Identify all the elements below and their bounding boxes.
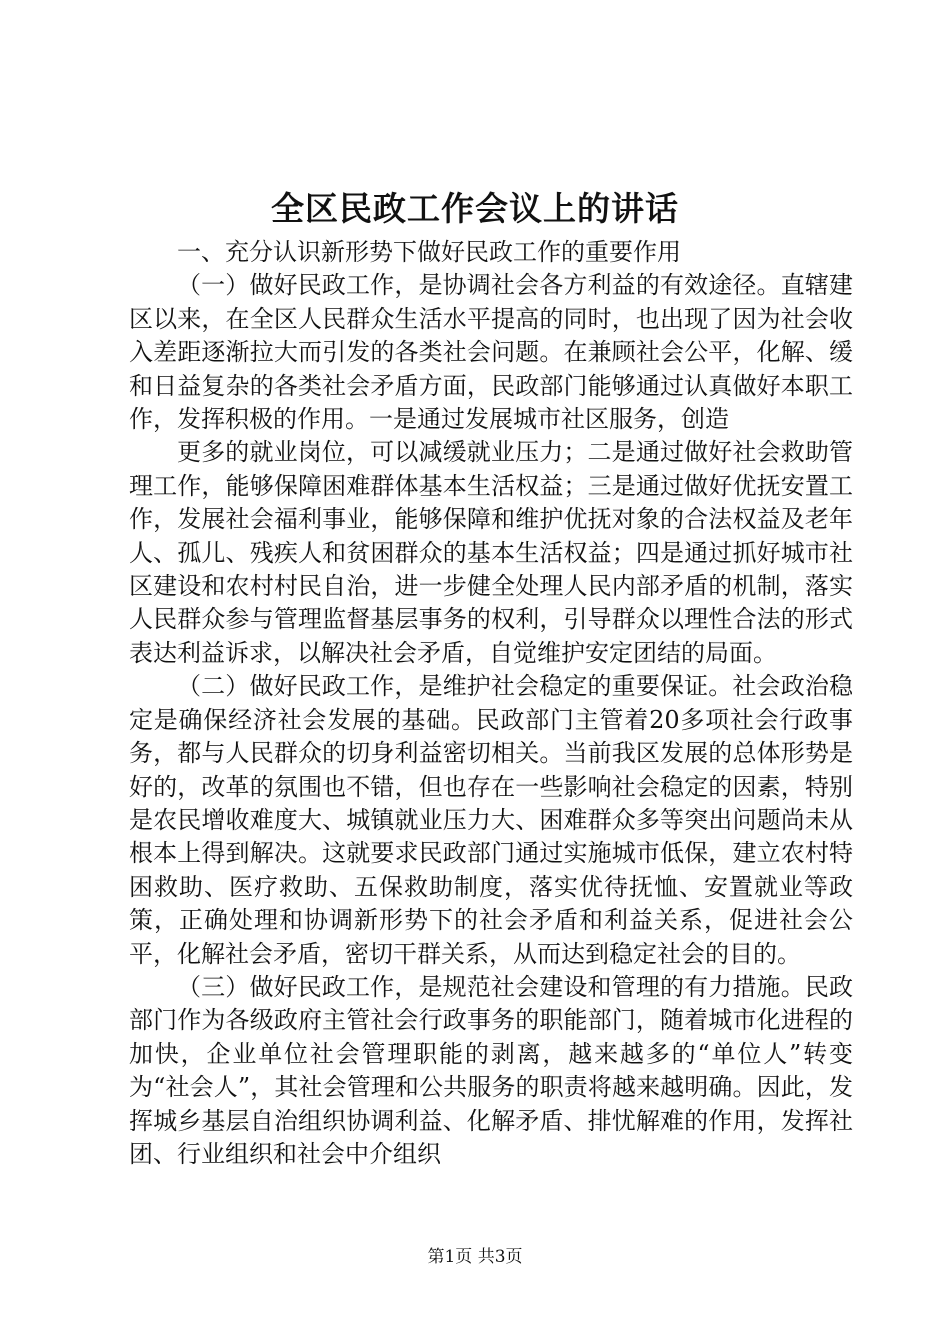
page-number-footer: 第1页 共3页 xyxy=(427,1247,523,1267)
document-body xyxy=(129,236,853,1171)
paragraph-3: （二）做好民政工作，是维护社会稳定的重要保证。社会政治稳定是确保经济社会发展的基础。民政部门主管着20多项社会行政事务，都与人民群众的切身利益密切相关。当前我区发展的总体形势是好的，改革的氛围也不错，但也存在一些影响社会稳定的因素，特别是农民增收难度大、城镇就业压力大、困难群众多等突出问题尚未从根本上得到解决。这就要求民政部门通过实施城市低保，建立农村特困救助、医疗救助、五保救助制度，落实优待抚恤、安置就业等政策，正确处理和协调新形势下的社会矛盾和利益关系，促进社会公平，化解社会矛盾，密切干群关系，从而达到稳定社会的目的。 xyxy=(129,672,853,968)
paragraph-4: （三）做好民政工作，是规范社会建设和管理的有力措施。民政部门作为各级政府主管社会行政事务的职能部门，随着城市化进程的加快，企业单位社会管理职能的剥离，越来越多的“单位人”转变为“社会人”，其社会管理和公共服务的职责将越来越明确。因此，发挥城乡基层自治组织协调利益、化解矛盾、排忧解难的作用，发挥社团、行业组织和社会中介组织 xyxy=(129,972,853,1168)
document-title: 全区民政工作会议上的讲话 xyxy=(271,189,679,228)
section-heading: 一、充分认识新形势下做好民政工作的重要作用 xyxy=(177,238,681,266)
paragraph-2: 更多的就业岗位，可以减缓就业压力；二是通过做好社会救助管理工作，能够保障困难群体基本生活权益；三是通过做好优抚安置工作，发展社会福利事业，能够保障和维护优抚对象的合法权益及老年人、孤儿、残疾人和贫困群众的基本生活权益；四是通过抓好城市社区建设和农村村民自治，进一步健全处理人民内部矛盾的机制，落实人民群众参与管理监督基层事务的权利，引导群众以理性合法的形式表达利益诉求，以解决社会矛盾，自觉维护安定团结的局面。 xyxy=(129,438,853,667)
paragraph-1: （一）做好民政工作，是协调社会各方利益的有效途径。直辖建区以来，在全区人民群众生活水平提高的同时，也出现了因为社会收入差距逐渐拉大而引发的各类社会问题。在兼顾社会公平，化解、缓和日益复杂的各类社会矛盾方面，民政部门能够通过认真做好本职工作，发挥积极的作用。一是通过发展城市社区服务，创造 xyxy=(129,271,853,434)
